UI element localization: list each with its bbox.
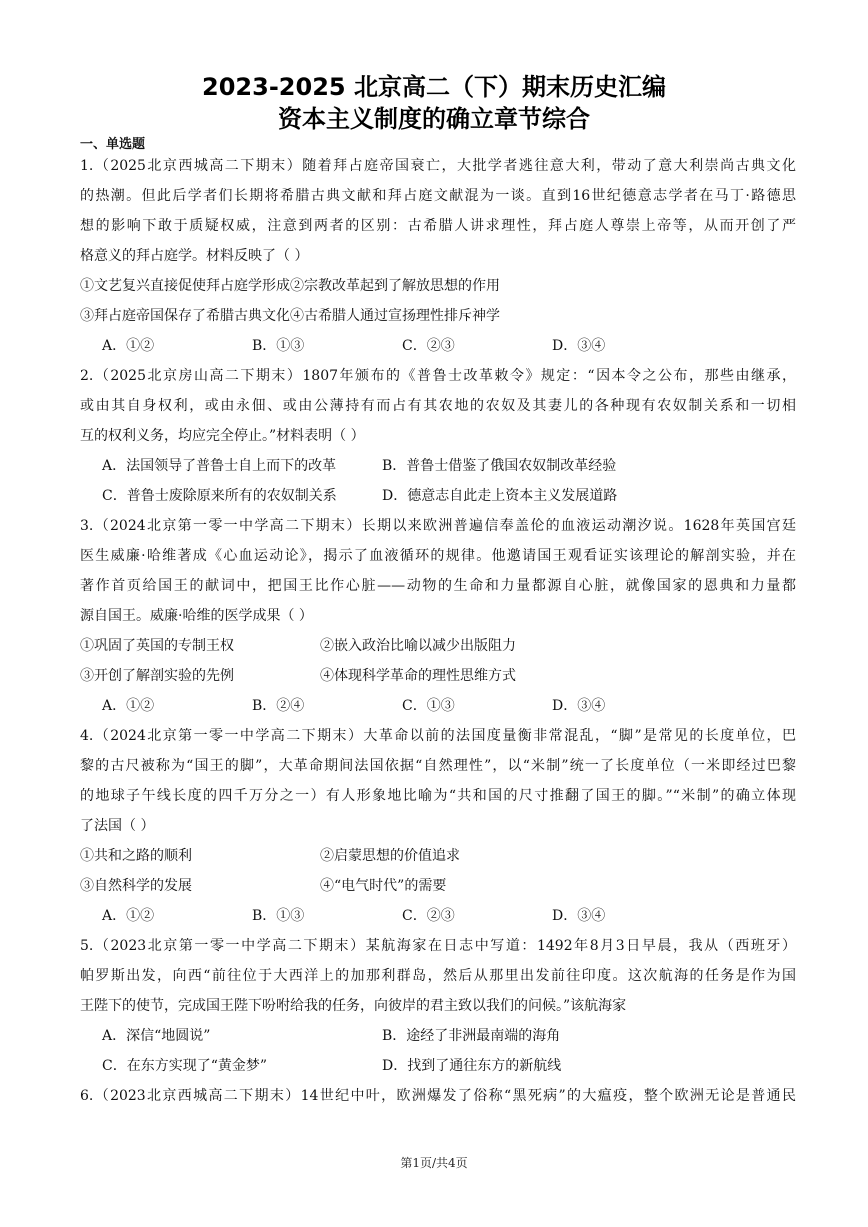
option-c[interactable]: C．①③ xyxy=(402,698,455,714)
section-heading: 一、单选题 xyxy=(80,137,146,152)
statement: ④“电气时代”的需要 xyxy=(320,878,447,894)
statement: ②启蒙思想的价值追求 xyxy=(320,848,460,864)
option-b[interactable]: B．途经了非洲最南端的海角 xyxy=(382,1028,561,1044)
question-text-line: 1.（2025北京西城高二下期末）随着拜占庭帝国衰亡，大批学者逃往意大利，带动了意大利崇尚古典文化 xyxy=(80,158,796,174)
answer-options xyxy=(80,331,796,361)
question-list xyxy=(80,151,796,1111)
statement-line: ③拜占庭帝国保存了希腊古典文化④古希腊人通过宣扬理性排斥神学 xyxy=(80,308,500,324)
option-c[interactable]: C．在东方实现了“黄金梦” xyxy=(102,1058,268,1074)
question-text-line: 著作首页给国王的献词中，把国王比作心脏——动物的生命和力量都源自心脏，就像国家的恩典和力量都 xyxy=(80,578,796,594)
question-text-line: 5.（2023北京第一零一中学高二下期末）某航海家在日志中写道：1492年8月3日早晨，我从（西班牙） xyxy=(80,938,796,954)
option-c[interactable]: C．②③ xyxy=(402,338,455,354)
question-text-line: 了法国（ ） xyxy=(80,818,155,834)
question-5 xyxy=(80,931,796,1081)
answer-options-row xyxy=(80,451,796,481)
question-1 xyxy=(80,151,796,361)
question-2 xyxy=(80,361,796,511)
option-a[interactable]: A．深信“地圆说” xyxy=(102,1028,211,1044)
statement: ①巩固了英国的专制王权 xyxy=(80,638,234,654)
question-6 xyxy=(80,1081,796,1111)
option-d[interactable]: D．③④ xyxy=(552,698,606,714)
option-b[interactable]: B．②④ xyxy=(252,698,305,714)
document-subtitle: 资本主义制度的确立章节综合 xyxy=(278,105,590,133)
statement-row xyxy=(80,631,796,661)
option-a[interactable]: A．①② xyxy=(102,908,155,924)
option-a[interactable]: A．①② xyxy=(102,338,155,354)
question-text-line: 的热潮。但此后学者们长期将希腊古典文献和拜占庭文献混为一谈。直到16世纪德意志学者在马丁·路德思 xyxy=(80,188,796,204)
answer-options xyxy=(80,901,796,931)
statement: ①共和之路的顺利 xyxy=(80,848,192,864)
option-d[interactable]: D．德意志自此走上资本主义发展道路 xyxy=(382,488,618,504)
statement: ③开创了解剖实验的先例 xyxy=(80,668,234,684)
answer-options xyxy=(80,691,796,721)
question-3 xyxy=(80,511,796,721)
answer-options-row xyxy=(80,481,796,511)
option-c[interactable]: C．②③ xyxy=(402,908,455,924)
answer-options-row xyxy=(80,1051,796,1081)
option-a[interactable]: A．法国领导了普鲁士自上而下的改革 xyxy=(102,458,337,474)
option-d[interactable]: D．③④ xyxy=(552,908,606,924)
question-text-line: 或由其自身权利，或由永佃、或由公薄持有而占有其农地的农奴及其妻儿的各种现有农奴制关系和一切相 xyxy=(80,398,796,414)
statement-row xyxy=(80,841,796,871)
answer-options-row xyxy=(80,1021,796,1051)
question-text-line: 的地球子午线长度的四千万分之一）有人形象地比喻为“共和国的尺寸推翻了国王的脚。”“米制”的确立体现 xyxy=(80,788,796,804)
question-text-line: 3.（2024北京第一零一中学高二下期末）长期以来欧洲普遍信奉盖伦的血液运动潮汐说。1628年英国宫廷 xyxy=(80,518,796,534)
statement-row xyxy=(80,871,796,901)
question-text-line: 源自国王。威廉·哈维的医学成果（ ） xyxy=(80,608,313,624)
question-text-line: 格意义的拜占庭学。材料反映了（ ） xyxy=(80,248,309,264)
option-b[interactable]: B．①③ xyxy=(252,908,305,924)
question-text-line: 互的权利义务，均应完全停止。”材料表明（ ） xyxy=(80,428,365,444)
question-text-line: 帕罗斯出发，向西“前往位于大西洋上的加那利群岛，然后从那里出发前往印度。这次航海的任务是作为国 xyxy=(80,968,796,984)
option-b[interactable]: B．①③ xyxy=(252,338,305,354)
question-text-line: 4.（2024北京第一零一中学高二下期末）大革命以前的法国度量衡非常混乱，“脚”是常见的长度单位，巴 xyxy=(80,728,796,744)
document-title: 2023-2025 北京高二（下）期末历史汇编 xyxy=(202,73,666,101)
question-4 xyxy=(80,721,796,931)
question-text-line: 2.（2025北京房山高二下期末）1807年颁布的《普鲁士改革敕令》规定：“因本令之公布，那些由继承， xyxy=(80,368,796,384)
question-text-line: 医生威廉·哈维著成《心血运动论》，揭示了血液循环的规律。他邀请国王观看证实该理论的解剖实验，并在 xyxy=(80,548,796,564)
option-d[interactable]: D．找到了通往东方的新航线 xyxy=(382,1058,562,1074)
page-number: 第1页/共4页 xyxy=(400,1156,468,1170)
question-text-line: 王陛下的使节，完成国王陛下吩咐给我的任务，向彼岸的君主致以我们的问候。”该航海家 xyxy=(80,998,627,1014)
option-d[interactable]: D．③④ xyxy=(552,338,606,354)
statement: ④体现科学革命的理性思维方式 xyxy=(320,668,516,684)
statement-line: ①文艺复兴直接促使拜占庭学形成②宗教改革起到了解放思想的作用 xyxy=(80,278,500,294)
statement: ③自然科学的发展 xyxy=(80,878,192,894)
question-text-line: 6.（2023北京西城高二下期末）14世纪中叶，欧洲爆发了俗称“黑死病”的大瘟疫，整个欧洲无论是普通民 xyxy=(80,1088,796,1104)
option-b[interactable]: B．普鲁士借鉴了俄国农奴制改革经验 xyxy=(382,458,617,474)
question-text-line: 黎的古尺被称为“国王的脚”，大革命期间法国依据“自然理性”，以“米制”统一了长度单位（一米即经过巴黎 xyxy=(80,758,796,774)
option-a[interactable]: A．①② xyxy=(102,698,155,714)
question-text-line: 想的影响下敢于质疑权威，注意到两者的区别：古希腊人讲求理性，拜占庭人尊崇上帝等，从而开创了严 xyxy=(80,218,796,234)
statement-row xyxy=(80,661,796,691)
statement: ②嵌入政治比喻以减少出版阻力 xyxy=(320,638,516,654)
option-c[interactable]: C．普鲁士废除原来所有的农奴制关系 xyxy=(102,488,337,504)
